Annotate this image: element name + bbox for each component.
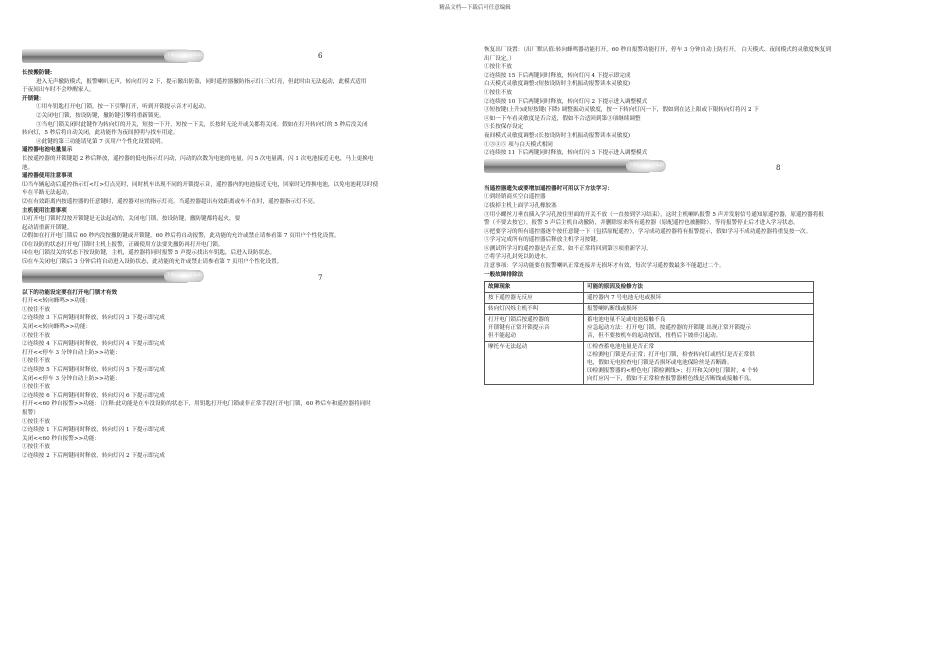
text-line: ②连续按 3 下后两键同时释放，转向灯闪 3 下提示即完成 <box>22 315 165 322</box>
text-line: 关闭<<60 秒自报警>>功能： <box>22 435 100 442</box>
left-column <box>22 46 442 461</box>
text-line: ①按住不放 <box>22 384 50 391</box>
text-line: ①按住不放 <box>484 64 512 71</box>
text-line: ③当电门锁关闭时此键作为转向灯的开关，短按一下开，短按一下关，长按时无论开或关都将关闭。假如在打开转向灯的 5 秒后没关闭 <box>36 121 368 128</box>
text-line: ①用车钥匙打开电门锁，按一下引擎打开，听到开锁提示音才可起动。 <box>36 104 210 111</box>
fault-cause-cell: ①检查蓄电池电量是否正常 ②检测电门锁是否正常；打开电门锁，检查转向灯或档灯是否正常供 电，假如无电检查电门锁是否损坏或电池保险丝是否断路。 ⑶检测报警器的<橙色电门锁检测线>；打开和关闭电门锁时，4 个转 向灯应闪一下，假如不正常检查报警器橙色线是否断线或接触不良。 <box>584 342 814 385</box>
text-line: ⑸在车关闭电门锁后 3 分钟后将自动进入设防状态，此功能的允许或禁止请参看第 7 页用户个性化设置。 <box>22 259 283 266</box>
text-line: 关闭<<转向蜂鸣>>功能： <box>22 324 92 331</box>
text-line: ②连续按 1 下后两键同时释放，转向灯闪 1 下提示即完成 <box>22 427 165 434</box>
text-line: ②连续按 6 下后两键同时释放，转向灯闪 6 下提示即完成 <box>22 392 165 399</box>
table-row <box>485 304 814 315</box>
text-line: 起动请重新开锁键。 <box>22 224 73 231</box>
text-line: 出厂设定。） <box>484 55 515 62</box>
text-line: ②关闭电门锁，按设防键，撤防键引擎将重新锁死。 <box>36 112 165 119</box>
text-line: ②连续按 15 下后两键同时释放，转向灯闪 4 下提示即完成 <box>484 72 631 79</box>
text-line: ⑤长按保存设定 <box>484 124 524 131</box>
right-bottom-text <box>484 185 924 280</box>
table-row <box>485 342 814 385</box>
text-line: ⑵在有效距离内按遥控器的任意键时，遥控器对应的指示灯亮。当遥控器超出有效距离或车不在时，遥控器指示灯不亮。 <box>22 198 319 205</box>
text-line: ①按住不放 <box>22 418 50 425</box>
text-line: ⑷在电门锁没关的状态下按设防键，主机，遥控器将同时报警 5 声提示找出车钥匙，后进入设防状态。 <box>22 250 276 257</box>
text-line: 转向灯，5 秒后将自动关闭，此功能作为夜间照明与找车用途。 <box>22 130 179 137</box>
text-line: ②连续按 10 下后两键同时释放，转向灯闪 2 下提示进入调整模式 <box>484 98 648 105</box>
banner-pill: 下载后可任意编辑 <box>626 160 666 172</box>
page-8-banner <box>484 159 924 173</box>
text-line: 关闭<<停车 3 分钟自动上防>>功能： <box>22 375 121 382</box>
text-line: 车在半路无法起动。 <box>22 190 73 197</box>
text-line: 白天模式灵敏度调整:(短按设防时主机振动报警读本灵敏度) <box>484 81 631 88</box>
left-bottom-text <box>22 289 442 461</box>
fault-cause-cell: 遥控器内 7 号电池无电或损坏 <box>584 293 814 304</box>
table-row <box>485 315 814 342</box>
fault-symptom-cell: 按下遥控器无反应 <box>485 293 584 304</box>
text-line: ③短按键(上升)或短按键(下降) 调整振动灵敏度，按一下转向灯闪一下，假如到在达上限或下限转向灯将闪 2 下 <box>484 107 759 114</box>
page-header: 精品文档---下载后可任意编辑 <box>439 5 511 11</box>
section-heading: 遥控器电池电量显示 <box>22 147 73 154</box>
text-line: 进入无声撤防模式，报警喇叭无声，转向灯闪 2 下，提示撤出防盗，同时遥控器撤防指示灯(三)灯亮，但此时由无法起动，此模式适用 <box>36 78 367 85</box>
table-row <box>485 293 814 304</box>
text-line: ⑶在设防的状态打开电门锁时主机上报警，正确使用方法要先撤防再打开电门锁。 <box>22 241 224 248</box>
text-line: ⑵假如在打开电门锁后 60 秒内没按撤防键或开锁键，60 秒后将自动报警，此功能的允许或禁止请参看第 7 页用户个性化设置。 <box>22 233 340 240</box>
text-line: ⑦将学习孔封死以防进水。 <box>484 254 552 261</box>
header-cause: 可能的原因及检修方法 <box>584 282 814 293</box>
page-7-banner <box>22 269 442 283</box>
fault-symptom-cell: 转向灯闪烁主机不叫 <box>485 304 584 315</box>
fault-table-header <box>485 282 814 293</box>
fault-cause-cell: 报警喇叭断线或损坏 <box>584 304 814 315</box>
text-line: 恢复出厂设置：（出厂默认值:转向蜂鸣器功能打开，60 秒自报警功能打开，停车 3 分钟自动上防打开， 白天模式、夜间模式的灵敏度恢复到 <box>484 47 831 53</box>
fault-symptom-cell: 摩托车无法起动 <box>485 342 584 385</box>
text-line: ⑴打开电门锁时没按开锁键是无法起动的，关闭电门锁，按设防键，撤防键都将起火，要 <box>22 216 241 223</box>
text-line: ①按住不放 <box>22 332 50 339</box>
text-line: 打开<<停车 3 分钟自动上防>>功能： <box>22 349 121 356</box>
text-line: ⑥测试所学习的遥控器是否正常，如不正常将回到第③项重新学习。 <box>484 245 652 252</box>
section-heading: 一般故障排除法 <box>484 271 524 278</box>
text-line: 报警） <box>22 409 39 416</box>
fault-cause-cell: 蓄电池电量不足或电池接触不良 应急起动方法：打开电门锁，按遥控器的开锁键 出现正常开锁提示 音，但不要按机车的起动按钮，扭档后下坡串引起动。 <box>584 315 814 342</box>
header-symptom: 故障现象 <box>485 282 584 293</box>
section-heading: 当遥控器遗失或要增加遥控器时可用以下方法学习： <box>484 185 613 192</box>
section-heading: 主机使用注意事项 <box>22 207 67 214</box>
text-line: ④如一下车看灵敏度是否合适，假如不合适回到第③项继续调整 <box>484 115 641 122</box>
text-line: ②连续按 11 下后两键同时释放，转向灯闪 3 下提示进入调整模式 <box>484 150 648 157</box>
text-line: ①按住不放 <box>22 306 50 313</box>
right-column <box>484 46 924 385</box>
right-top-text <box>484 46 924 158</box>
text-line: 打开<<转向蜂鸣>>功能： <box>22 298 92 305</box>
fault-table <box>484 281 814 385</box>
fault-symptom-cell: 打开电门锁后按遥控器的 开锁键有正常开锁提示音 但不能起动 <box>485 315 584 342</box>
text-line: 池。 <box>22 164 34 171</box>
text-line: ①按住不放 <box>484 89 512 96</box>
text-line: 长按遥控器的开锁键超 2 秒后释放，遥控器的低电指示灯闪动，闪动的次数为电池的电量，闪 5 次电量满，闪 1 次电池接近无电，马上更换电 <box>22 155 374 162</box>
banner-pill: 下载后可任意编辑 <box>164 270 204 282</box>
page-6-banner <box>22 49 442 63</box>
left-top-text <box>22 69 442 267</box>
text-line: ①③④⑤ 项与白天模式相同 <box>484 141 553 148</box>
text-line: ①到经销商买空白遥控器 <box>484 194 546 201</box>
text-line: ①按住不放 <box>22 358 50 365</box>
text-line: ①按住不放 <box>22 444 50 451</box>
text-line: ④把要学习的所有遥控器逐个按任意键一下（包括原配遥控），学习成功遥控器将有报警提示，假如学习不成功遥控器将重复按一次。 <box>484 228 812 235</box>
section-heading: 长按搬防键: <box>22 70 53 76</box>
text-line: ②连续按 2 下后两键同时释放，转向灯闪 2 下提示即完成 <box>22 452 165 459</box>
section-heading: 遥控器使用注意事项 <box>22 173 73 180</box>
section-heading: 以下的功能设定要在打开电门锁才有效 <box>22 289 118 296</box>
text-line: ⑴当车辆起动后遥控指示灯<红>灯点亮时，同时机车出现不同的开锁提示音，遥控器内的电池接近无电，回家时记得换电池，以免电池耗尽时使 <box>22 181 379 188</box>
text-line: ③用小螺丝刀垂直插入学习孔按住里面的开关不放（一直按到学习结束），这时主机喇叭报警 5 声并发射信号通知原遥控器，原遥控器将报 <box>484 211 824 218</box>
text-line: ②连续按 4 下后两键同时释放，转向灯闪 4 下提示即完成 <box>22 341 165 348</box>
page-number-6: 6 <box>318 52 323 60</box>
text-line: 于夜间出车时不会吵醒家人。 <box>22 87 95 94</box>
text-line: ②拔掉主机上面学习孔橡胶塞 <box>484 202 557 209</box>
text-line: ⑤学习完成所有的遥控器后释放主机学习按键。 <box>484 237 602 244</box>
page-number-7: 7 <box>318 273 323 282</box>
text-line: 夜间模式灵敏度调整:(长按设防时主机振动报警读本灵敏度) <box>484 132 631 139</box>
text-line: 注意事项：学习功能要在报警喇叭正常连接并无损坏才有效，每次学习遥控数最多不能超过二个。 <box>484 263 725 270</box>
banner-pill: 下载后可任意编辑 <box>164 50 204 62</box>
section-heading: 开锁键： <box>22 95 45 102</box>
page-number-8: 8 <box>776 163 781 172</box>
text-line: 警（不要去按它），报警 5 声后主机自动撤防，并删除原来所有遥控器（原配遥控也被删除），等待报警停止后才进入学习状态。 <box>484 220 799 227</box>
text-line: ④此键的第三功能请见第 7 页用户个性化设置说明。 <box>36 138 167 145</box>
text-line: 打开<<60 秒自报警>>功能：（注释:此功能是在车没设防的状态下，用钥匙打开电门锁或非正常手段打开电门锁，60 秒后车和遥控器将同时 <box>22 401 371 408</box>
text-line: ②连续按 5 下后两键同时释放，转向灯闪 5 下提示即完成 <box>22 367 165 373</box>
